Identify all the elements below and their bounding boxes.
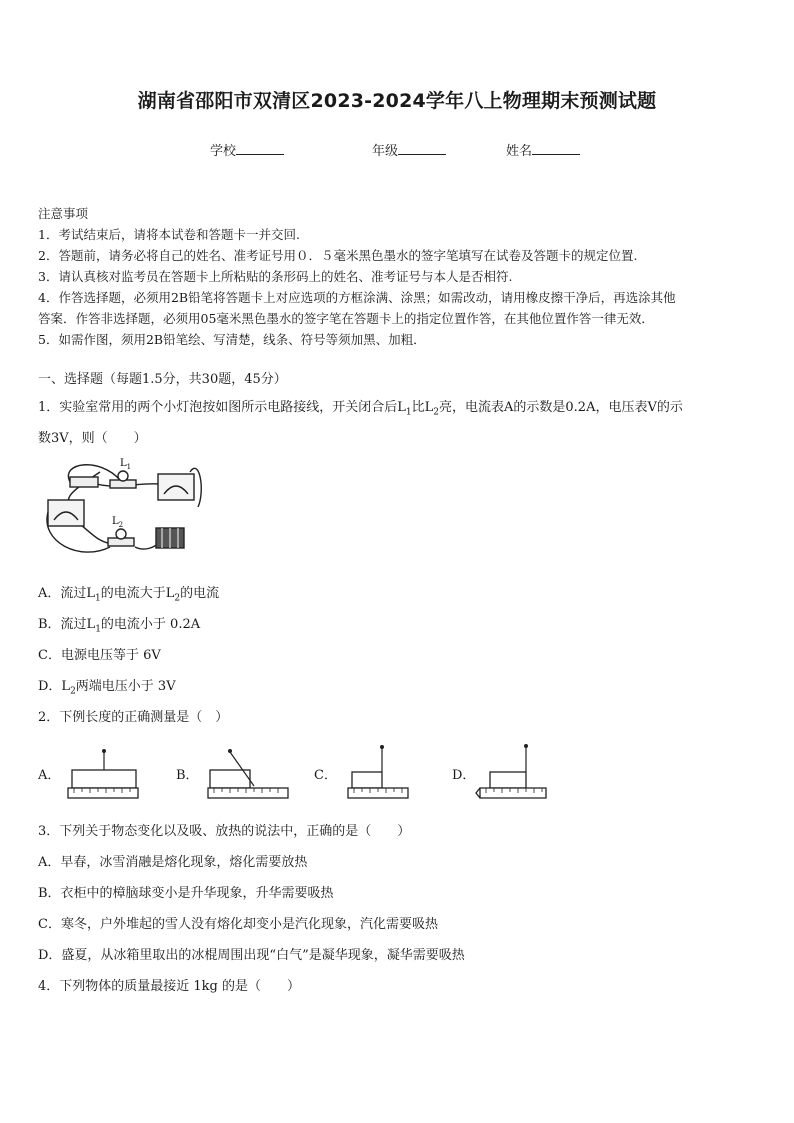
- note-item: 2．答题前，请务必将自己的姓名、准考证号用０．５毫米黑色墨水的签字笔填写在试卷及答题卡的规定位置.: [38, 248, 638, 263]
- school-field: [210, 140, 284, 159]
- q2-option-d: D．: [452, 744, 622, 804]
- grade-field: [372, 140, 446, 159]
- section-heading: 一、选择题（每题1.5分，共30题，45分）: [38, 372, 287, 387]
- q1-option-a: A．流过$L_1$的电流大于$L_2$的电流: [38, 586, 220, 604]
- q1-option-c: C．电源电压等于 6V: [38, 648, 161, 663]
- circuit-diagram: [40, 452, 210, 562]
- q3-option-b: B．衣柜中的樟脑球变小是升华现象，升华需要吸热: [38, 886, 334, 901]
- q2-option-c: C．: [314, 744, 484, 804]
- name-blank: [532, 142, 580, 155]
- q1-option-b: B．流过$L_1$的电流小于 0.2A: [38, 617, 201, 635]
- notes-heading: 注意事项: [38, 206, 89, 221]
- note-item: 4．作答选择题，必须用2B铅笔将答题卡上对应选项的方框涂满、涂黑；如需改动，请用橡皮擦干净后，再选涂其他: [38, 290, 676, 305]
- q4-stem: 4．下列物体的质量最接近 1kg 的是（ ）: [38, 979, 301, 994]
- note-item: 5．如需作图，须用2B铅笔绘、写清楚，线条、符号等须加黑、加粗．: [38, 332, 426, 347]
- note-item: 答案．作答非选择题，必须用05毫米黑色墨水的签字笔在答题卡上的指定位置作答，在其他位置作答一律无效．: [38, 311, 654, 326]
- note-item: 1．考试结束后，请将本试卷和答题卡一并交回.: [38, 227, 300, 242]
- exam-title: 湖南省邵阳市双清区2023-2024学年八上物理期末预测试题: [137, 90, 657, 112]
- q3-stem: 3．下列关于物态变化以及吸、放热的说法中，正确的是（ ）: [38, 824, 411, 839]
- note-item: 3．请认真核对监考员在答题卡上所粘贴的条形码上的姓名、准考证号与本人是否相符.: [38, 269, 513, 284]
- ruler-figure-d: [474, 744, 584, 804]
- q2-stem: 2．下例长度的正确测量是（ ）: [38, 710, 229, 725]
- school-label: 学校: [210, 144, 237, 159]
- label-l1: $L_1$: [120, 458, 132, 471]
- q2-option-a: A．: [38, 744, 208, 804]
- name-field: [506, 140, 580, 159]
- ruler-figure-c: [340, 744, 440, 804]
- ruler-figure-a: [66, 744, 166, 804]
- q3-option-d: D．盛夏，从冰箱里取出的冰棍周围出现“白气”是凝华现象，凝华需要吸热: [38, 948, 465, 963]
- school-blank: [236, 142, 284, 155]
- grade-blank: [398, 142, 446, 155]
- q3-option-c: C．寒冬，户外堆起的雪人没有熔化却变小是汽化现象，汽化需要吸热: [38, 917, 438, 932]
- label-l2: $L_2$: [112, 516, 124, 529]
- q1-stem: 1．实验室常用的两个小灯泡按如图所示电路接线，开关闭合后$L_1$比$L_2$亮，电流表A的示数是0.2A，电压表V的示: [38, 400, 683, 418]
- q3-option-a: A．早春，冰雪消融是熔化现象，熔化需要放热: [38, 855, 308, 870]
- grade-label: 年级: [372, 144, 399, 159]
- ruler-figure-b: [202, 744, 302, 804]
- q1-stem-line2: 数3V，则（ ）: [38, 431, 147, 446]
- name-label: 姓名: [506, 144, 533, 159]
- notes-block: [38, 203, 758, 350]
- q2-option-b: B．: [176, 744, 346, 804]
- q1-option-d: D．$L_2$两端电压小于 3V: [38, 679, 176, 697]
